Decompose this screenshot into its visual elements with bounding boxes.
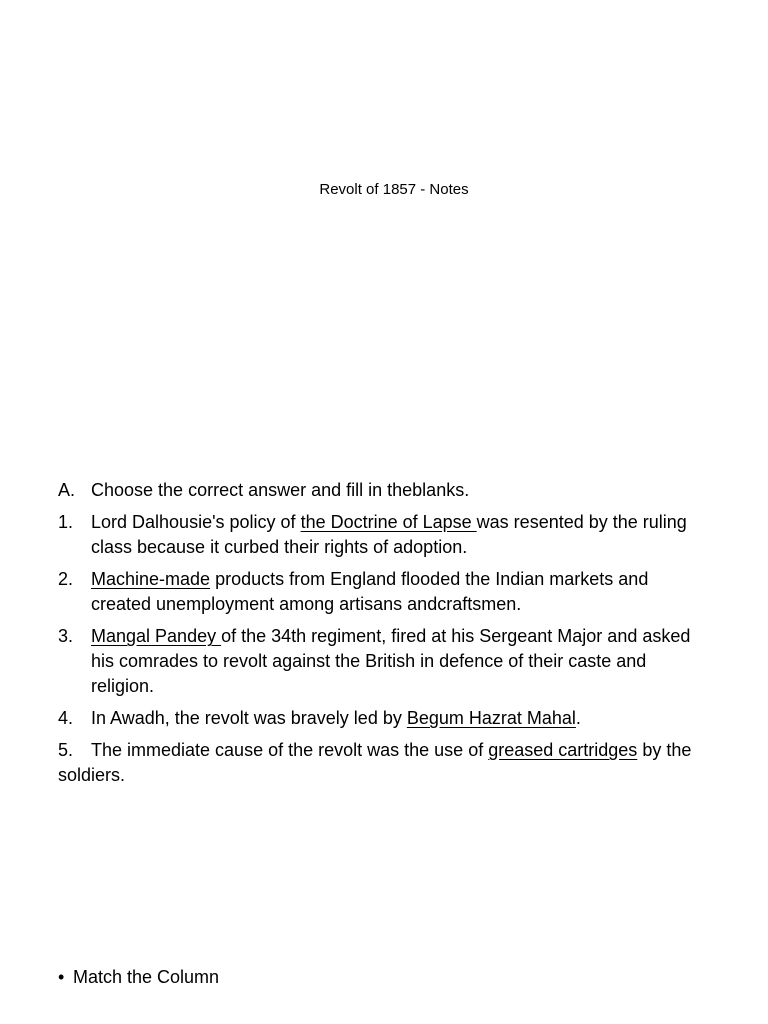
- answer-text: Mangal Pandey: [91, 626, 222, 646]
- section-heading: [58, 478, 708, 503]
- fill-in-the-blanks-list: [58, 478, 708, 795]
- item-text-after: .: [575, 708, 581, 728]
- page-title: Revolt of 1857 - Notes: [319, 181, 469, 198]
- list-item-5: [58, 738, 708, 788]
- list-item-1: [58, 510, 708, 560]
- list-item-4: [58, 706, 708, 731]
- section-marker: A.: [58, 480, 76, 500]
- section-instruction: Choose the correct answer and fill in theblanks.: [91, 480, 470, 500]
- item-text-before: The immediate cause of the revolt was the use of: [91, 740, 489, 760]
- item-number: 3.: [58, 626, 74, 646]
- answer-text: Begum Hazrat Mahal: [406, 708, 576, 728]
- bullet-text: Match the Column: [73, 967, 220, 987]
- list-item-2: [58, 567, 708, 617]
- item-text-before: In Awadh, the revolt was bravely led by: [91, 708, 407, 728]
- item-number: 2.: [58, 569, 74, 589]
- item-text-after: products from England flooded the Indian markets and created unemployment among artisans andcraftsmen.: [91, 569, 649, 614]
- answer-text: greased cartridges: [488, 740, 638, 760]
- answer-text: Machine-made: [91, 569, 211, 589]
- answer-text: the Doctrine of Lapse: [300, 512, 477, 532]
- item-number: 1.: [58, 512, 74, 532]
- match-the-column-heading: [58, 965, 219, 990]
- item-text-before: Lord Dalhousie's policy of: [91, 512, 301, 532]
- item-text-after: by the soldiers.: [58, 740, 692, 785]
- item-number: 5.: [58, 740, 74, 760]
- item-text-after: was resented by the ruling class because it curbed their rights of adoption.: [91, 512, 687, 557]
- list-item-3: [58, 624, 708, 699]
- item-text-after: of the 34th regiment, fired at his Sergeant Major and asked his comrades to revolt against the British in defence of their caste and religion.: [91, 626, 691, 696]
- bullet-icon: •: [58, 967, 65, 987]
- item-number: 4.: [58, 708, 74, 728]
